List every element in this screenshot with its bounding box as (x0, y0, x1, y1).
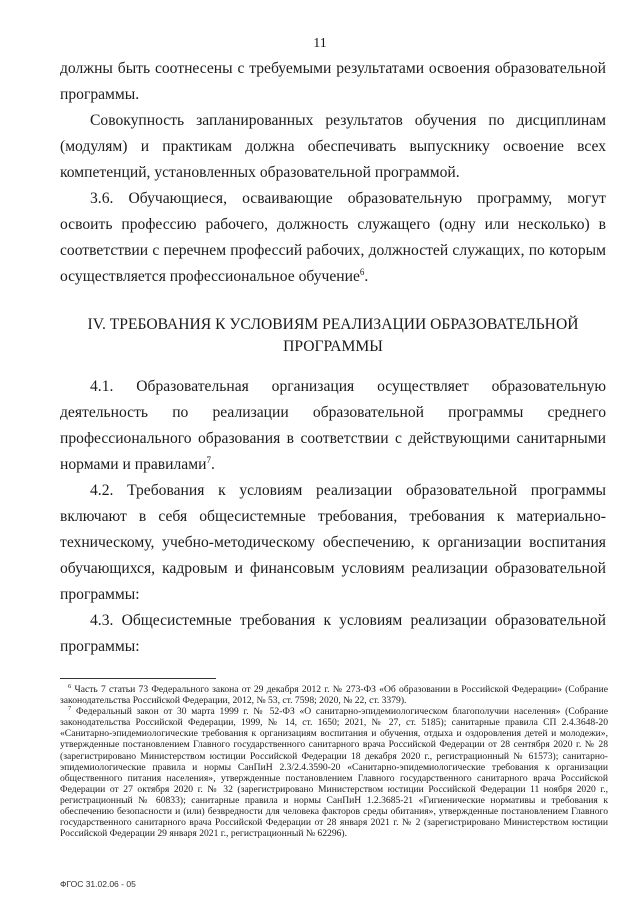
footnote-mark: 6 (68, 682, 72, 690)
footnote-6 (60, 684, 608, 706)
paragraph-4-1 (60, 374, 606, 478)
footnote-7 (60, 706, 608, 839)
section-heading-iv: IV. ТРЕБОВАНИЯ К УСЛОВИЯМ РЕАЛИЗАЦИИ ОБРАЗОВАТЕЛЬНОЙ ПРОГРАММЫ (87, 316, 579, 355)
paragraph-continuation: должны быть соотнесены с требуемыми результатами освоения образовательной программы. (60, 60, 606, 103)
paragraph-4-3: 4.3. Общесистемные требования к условиям реализации образовательной программы: (60, 612, 606, 655)
page-number: 11 (313, 36, 327, 51)
paragraph-4-1-text: 4.1. Образовательная организация осуществляет образовательную деятельность по реализации образовательной программы среднего профессионального образования в соответствии с действующими санитарными нормами и правилами (60, 378, 606, 473)
paragraph-4-1-tail: . (210, 456, 215, 473)
footnote-text: Федеральный закон от 30 марта 1999 г. № 52-ФЗ «О санитарно-эпидемиологическом благополучии населения» (Собрание законодательства Российской Федерации, 1999, № 14, ст. 1650; 2021, № 27, ст. 5185); санитарные правила СП 2.4.3648-20 «Санитарно-эпидемиологические требования к организациям воспитания и обучения, отдыха и оздоровления детей и молодежи», утвержденные постановлением Главного государственного санитарного врача Российской Федерации от 28 сентября 2020 г. № 28 (зарегистрировано Министерством юстиции Российской Федерации 18 декабря 2020 г., регистрационный № 61573); санитарно-эпидемиологические правила и нормы СанПиН 2.3/2.4.3590-20 «Санитарно-эпидемиологические требования к организации общественного питания населения», утвержденные постановлением Главного государственного санитарного врача Российской Федерации от 27 октября 2020 г. № 32 (зарегистрировано Министерством юстиции Российской Федерации 11 ноября 2020 г., регистрационный № 60833); санитарные правила и нормы СанПиН 1.2.3685-21 «Гигиенические нормативы и требования к обеспечению безопасности и (или) безвредности для человека факторов среды обитания», утвержденные постановлением Главного государственного санитарного врача Российской Федерации от 28 января 2021 г. № 2 (зарегистрировано Министерством юстиции Российской Федерации 29 января 2021 г., регистрационный № 62296). (60, 706, 608, 840)
footnote-text: Часть 7 статьи 73 Федерального закона от 29 декабря 2012 г. № 273-ФЗ «Об образовании в Российской Федерации» (Собрание законодательства Российской Федерации, 2012, № 53, ст. 7598; 2020, № 22, ст. 3379). (60, 684, 608, 707)
paragraph-3-6-tail: . (364, 268, 369, 285)
footnote-mark: 7 (68, 705, 72, 712)
footnote-ref-6: 6 (359, 266, 365, 277)
document-code: ФГОС 31.02.06 - 05 (60, 879, 136, 889)
paragraph-3-6-text: 3.6. Обучающиеся, осваивающие образовательную программу, могут освоить профессию рабочего, должность служащего (одну или несколько) в соответствии с перечнем профессий рабочих, должностей служащих, по которым осуществляется профессиональное обучение (60, 190, 606, 285)
footnote-ref-7: 7 (206, 454, 211, 465)
paragraph-learning-outcomes: Совокупность запланированных результатов обучения по дисциплинам (модулям) и практикам должна обеспечивать выпускнику освоение всех компетенций, установленных образовательной программой. (60, 112, 606, 181)
footnotes (60, 684, 608, 839)
paragraph-4-2: 4.2. Требования к условиям реализации образовательной программы включают в себя общесистемные требования, требования к материально-техническому, учебно-методическому обеспечению, к организации воспитания обучающихся, кадровым и финансовым условиям реализации образовательной программы: (60, 482, 606, 603)
footnote-separator (60, 678, 216, 679)
paragraph-3-6 (60, 186, 606, 290)
